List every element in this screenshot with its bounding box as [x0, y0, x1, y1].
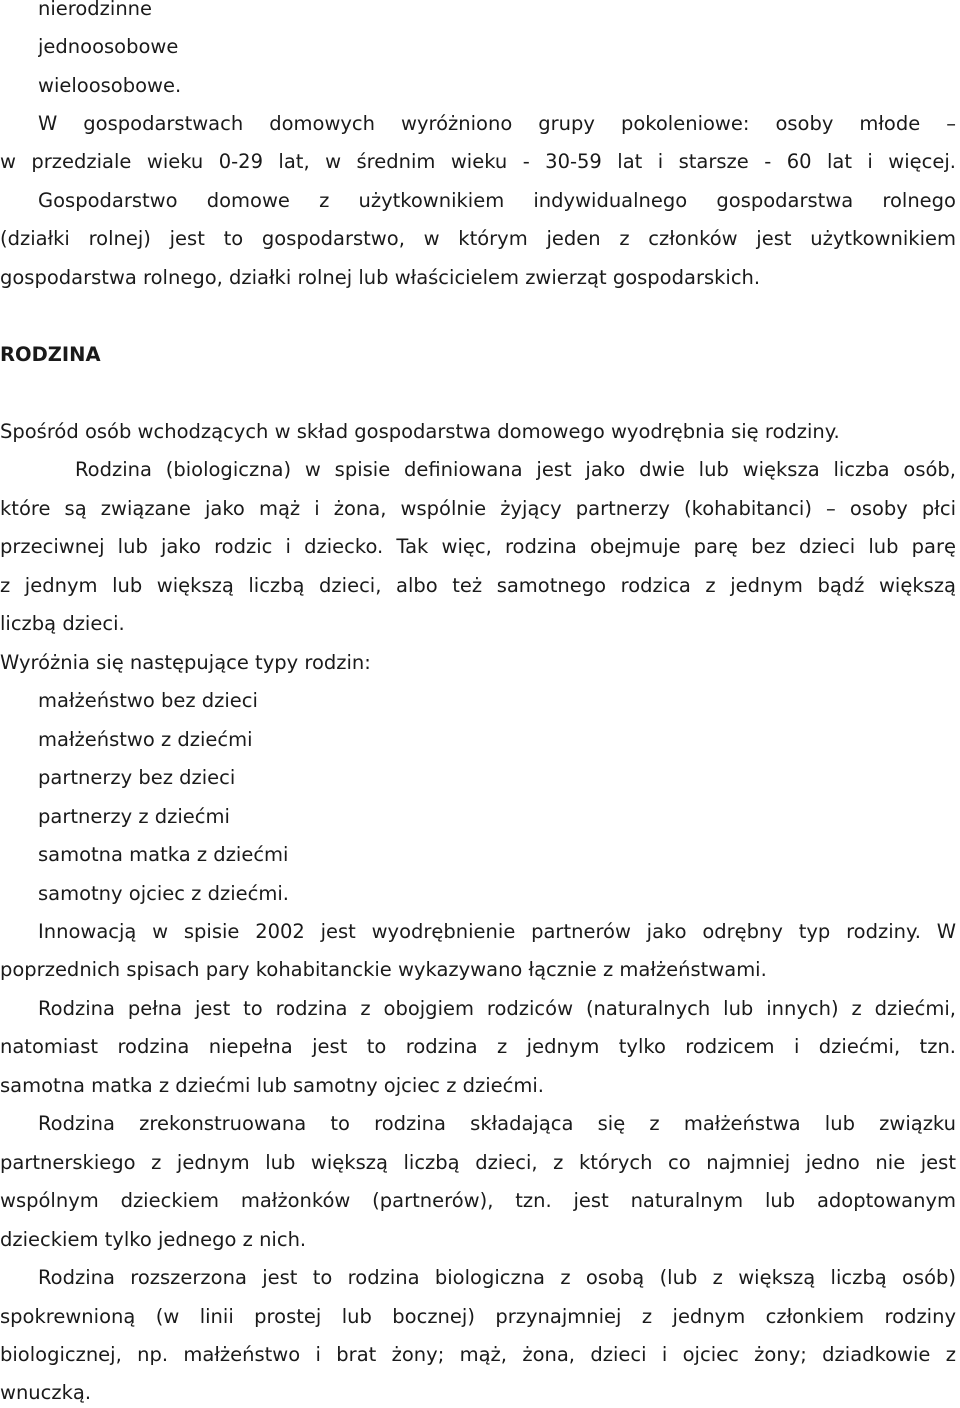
- list-item: partnerzy bez dzieci: [38, 763, 938, 793]
- paragraph-line: liczbą dzieci.: [0, 612, 125, 635]
- paragraph-line: Rodzina pełna jest to rodzina z obojgiem rodziców (naturalnych lub innych) z dziećmi,: [38, 997, 956, 1020]
- list-item: samotny ojciec z dziećmi.: [38, 879, 938, 909]
- paragraph-line: Gospodarstwo domowe z użytkownikiem indywidualnego gospodarstwa rolnego: [38, 189, 956, 212]
- paragraph-line: wspólnym dzieckiem małżonków (partnerów), tzn. jest naturalnym lub adoptowanym: [0, 1189, 956, 1212]
- paragraph-line: dzieckiem tylko jednego z nich.: [0, 1228, 307, 1251]
- list-item: wieloosobowe.: [38, 71, 938, 101]
- paragraph-line: Rodzina rozszerzona jest to rodzina biologiczna z osobą (lub z większą liczbą osób): [38, 1266, 956, 1289]
- paragraph-line: wnuczką.: [0, 1381, 92, 1404]
- list-item: samotna matka z dziećmi: [38, 840, 938, 870]
- paragraph-line: w przedziale wieku 0-29 lat, w średnim wieku - 30-59 lat i starsze - 60 lat i więcej.: [0, 150, 956, 173]
- list-item: jednoosobowe: [38, 32, 938, 62]
- paragraph-line: które są związane jako mąż i żona, wspólnie żyjący partnerzy (kohabitanci) – osoby płci: [0, 497, 956, 520]
- paragraph-line: partnerskiego z jednym lub większą liczbą dzieci, z których co najmniej jedno nie jest: [0, 1151, 956, 1174]
- paragraph-line: gospodarstwa rolnego, działki rolnej lub właścicielem zwierząt gospodarskich.: [0, 266, 761, 289]
- paragraph-line: W gospodarstwach domowych wyróżniono grupy pokoleniowe: osoby młode –: [38, 112, 956, 135]
- paragraph-line: biologicznej, np. małżeństwo i brat żony; mąż, żona, dzieci i ojciec żony; dziadkowie z: [0, 1343, 956, 1366]
- paragraph-line: Rodzina zrekonstruowana to rodzina składająca się z małżeństwa lub związku: [38, 1112, 956, 1135]
- list-item: małżeństwo bez dzieci: [38, 686, 938, 716]
- list-item: nierodzinne: [38, 0, 938, 24]
- paragraph-line: Wyróżnia się następujące typy rodzin:: [0, 651, 371, 674]
- paragraph-line: poprzednich spisach pary kohabitanckie wykazywano łącznie z małżeństwami.: [0, 958, 767, 981]
- paragraph-line: Rodzina (biologiczna) w spisie definiowana jest jako dwie lub większa liczba osób,: [75, 458, 956, 481]
- section-heading: RODZINA: [0, 343, 101, 366]
- paragraph-line: Spośród osób wchodzących w skład gospodarstwa domowego wyodrębnia się rodziny.: [0, 420, 840, 443]
- list-item: małżeństwo z dziećmi: [38, 725, 938, 755]
- paragraph-line: samotna matka z dziećmi lub samotny ojciec z dziećmi.: [0, 1074, 545, 1097]
- paragraph-line: (działki rolnej) jest to gospodarstwo, w którym jeden z członków jest użytkownikiem: [0, 227, 956, 250]
- paragraph-line: przeciwnej lub jako rodzic i dziecko. Tak więc, rodzina obejmuje parę bez dzieci lub parę: [0, 535, 956, 558]
- list-item: partnerzy z dziećmi: [38, 802, 938, 832]
- paragraph-line: spokrewnioną (w linii prostej lub bocznej) przynajmniej z jednym członkiem rodziny: [0, 1305, 956, 1328]
- paragraph-line: natomiast rodzina niepełna jest to rodzina z jednym tylko rodzicem i dziećmi, tzn.: [0, 1035, 956, 1058]
- paragraph-line: z jednym lub większą liczbą dzieci, albo też samotnego rodzica z jednym bądź większą: [0, 574, 956, 597]
- paragraph-line: Innowacją w spisie 2002 jest wyodrębnienie partnerów jako odrębny typ rodziny. W: [38, 920, 956, 943]
